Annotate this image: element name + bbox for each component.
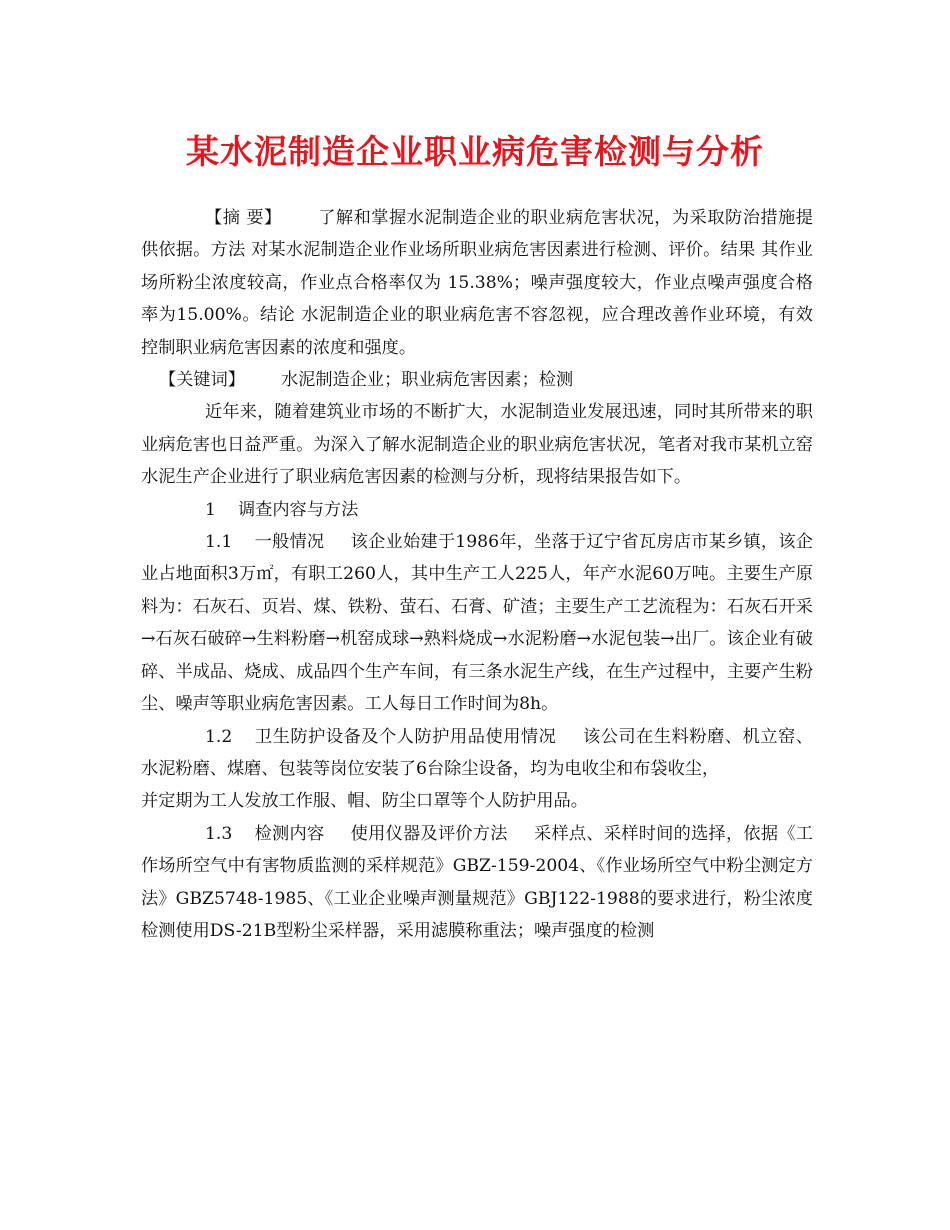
section-1-3-text: 采样点、采样时间的选择，依据《工作场所空气中有害物质监测的采样规范》GBZ-159-2004、《作业场所空气中粉尘测定方法》GBZ5748-1985、《工业企业噪声测量规范》GBJ122-1988的要求进行，粉尘浓度检测使用DS-21B型粉尘采样器，采用滤膜称重法；噪声强度的检测: [141, 823, 813, 941]
section-1-2-continuation: 并定期为工人发放工作服、帽、防尘口罩等个人防护用品。: [141, 791, 588, 812]
section-1-3-heading: 检测内容: [254, 823, 325, 844]
abstract-label: 【摘 要】: [205, 208, 282, 228]
section-1-1-number: 1.1: [205, 532, 233, 553]
section-1-3-subheading: 使用仪器及评价方法: [350, 823, 508, 844]
keywords-paragraph: [141, 364, 813, 396]
section-1-2-text: 该公司在生料粉磨、机立窑、水泥粉磨、煤磨、包装等岗位安装了6台除尘设备，均为电收尘和布袋收尘，: [141, 726, 813, 779]
section-1-1-text: 该企业始建于1986年，坐落于辽宁省瓦房店市某乡镇，该企业占地面积3万㎡，有职工260人，其中生产工人225人，年产水泥60万吨。主要生产原料为：石灰石、页岩、煤、铁粉、萤石、石膏、矿渣；主要生产工艺流程为：石灰石开采→石灰石破碎→生料粉磨→机窑成球→熟料烧成→水泥粉磨→水泥包装→出厂。该企业有破碎、半成品、烧成、成品四个生产车间，有三条水泥生产线，在生产过程中，主要产生粉尘、噪声等职业病危害因素。工人每日工作时间为8h。: [141, 532, 813, 715]
section-1-3-number: 1.3: [205, 823, 233, 844]
section-1-1-heading: 一般情况: [254, 532, 325, 553]
section-1-2-paragraph: [141, 721, 813, 786]
intro-paragraph: 近年来，随着建筑业市场的不断扩大，水泥制造业发展迅速，同时其所带来的职业病危害也日益严重。为深入了解水泥制造企业的职业病危害状况，笔者对我市某机立窑水泥生产企业进行了职业病危害因素的检测与分析，现将结果报告如下。: [141, 402, 813, 488]
keywords-text: 水泥制造企业；职业病危害因素；检测: [280, 370, 574, 391]
section-1-3-paragraph: [141, 818, 813, 948]
section-1-number: 1: [205, 499, 216, 520]
section-1-heading: [141, 494, 813, 526]
section-1-2-number: 1.2: [205, 726, 233, 747]
abstract-paragraph: [141, 202, 813, 364]
keywords-label: 【关键词】: [159, 370, 245, 391]
document-body: [141, 202, 813, 947]
section-1-2-heading: 卫生防护设备及个人防护用品使用情况: [254, 726, 557, 747]
abstract-text: 了解和掌握水泥制造企业的职业病危害状况，为采取防治措施提供依据。方法 对某水泥制造企业作业场所职业病危害因素进行检测、评价。结果 其作业场所粉尘浓度较高，作业点合格率仅为 15.38%；噪声强度较大，作业点噪声强度合格率为15.00%。结论 水泥制造企业的职业病危害不容忽视，应合理改善作业环境，有效控制职业病危害因素的浓度和强度。: [141, 208, 813, 358]
section-1-title: 调查内容与方法: [237, 499, 359, 520]
section-1-1-paragraph: [141, 526, 813, 720]
document-title: 某水泥制造企业职业病危害检测与分析: [186, 132, 764, 171]
